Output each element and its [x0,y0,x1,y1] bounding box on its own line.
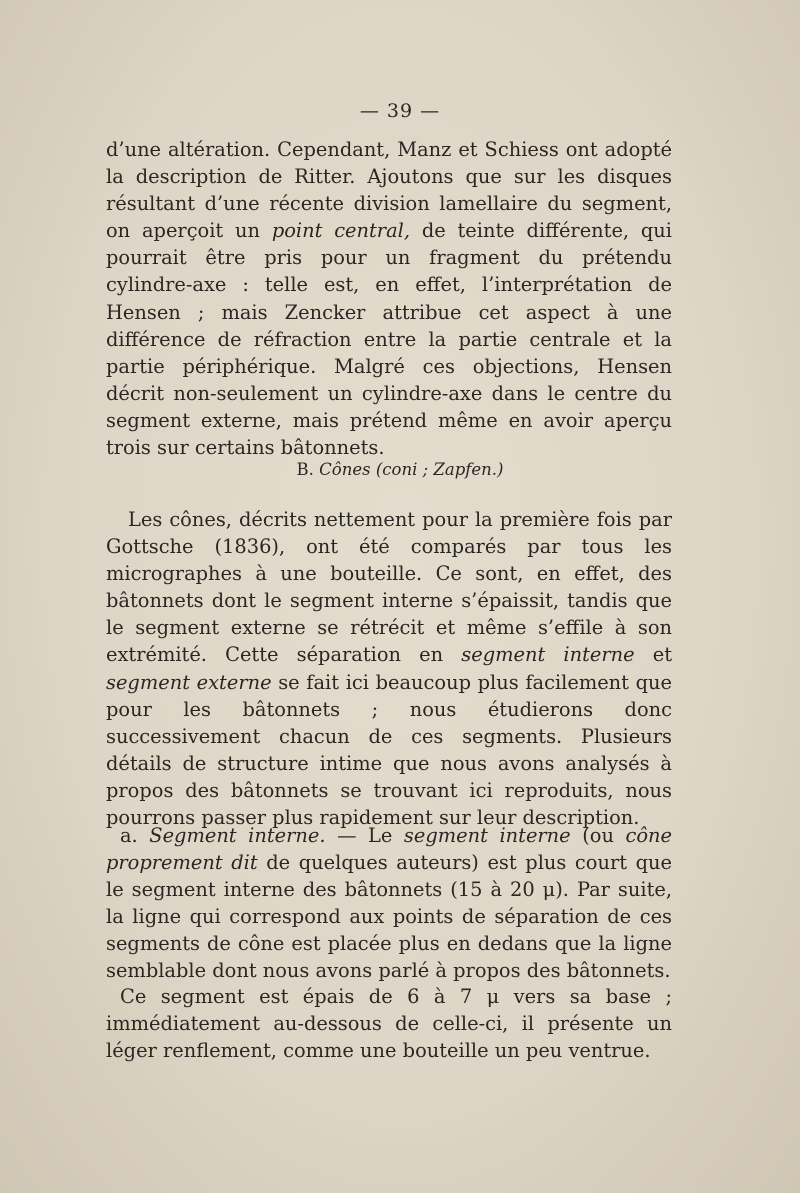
paragraph-text [106,506,672,831]
text-run: Ce segment est épais de 6 à 7 μ vers sa base ; immédiatement au-dessous de celle-ci, il présente un léger renflement, comme une bouteille un peu ventrue. [106,985,672,1063]
paragraph-text [106,822,672,985]
paragraph-cones-intro [106,506,672,831]
text-run: Les cônes, décrits nettement pour la première fois par Gottsche (1836), ont été comparés par tous les micrographes à une bouteille. Ce sont, en effet, des bâtonnets dont le segment interne s’épaissit, tandis que le segment externe se rétrécit et même s’effile à son extrémité. Cette séparation en [106,508,672,667]
paragraph-ritter-hensen [106,136,672,461]
text-run: (ou [570,824,626,847]
italic-term: segment interne [461,643,635,667]
italic-term: cône proprement dit [106,824,672,875]
text-run: de quelques auteurs) est plus court que le segment interne des bâtonnets (15 à 20 μ). Par suite, la ligne qui correspond aux points de séparation de ces segments de cône est placée plus en dedans que la ligne semblable dont nous avons parlé à propos des bâtonnets. [106,851,672,983]
text-run: se fait ici beaucoup plus facilement que pour les bâtonnets ; nous étudierons donc successivement chacun de ces segments. Plusieurs détails de structure intime que nous avons analysés à propos des bâtonnets se trouvant ici reproduits, nous pourrons passer plus rapidement sur leur description. [106,670,672,830]
text-run: de teinte différente, qui pourrait être pris pour un fragment du prétendu cylindre-axe : telle est, en effet, l’interprétation de Hensen ; mais Zencker attribue cet aspect à une différence de réfraction entre la partie centrale et la partie périphérique. Malgré ces objections, Hensen décrit non-seulement un cylindre-axe dans le centre du segment externe, mais prétend même en avoir aperçu trois sur certains bâtonnets. [106,219,672,460]
paragraph-text [106,983,672,1064]
paragraph-segment-interne [106,822,672,985]
italic-term: segment externe [106,670,272,694]
section-heading [0,460,800,479]
italic-term: segment interne [403,824,571,847]
paragraph-text [106,136,672,461]
page-number: — 39 — [359,100,441,122]
paragraph-segment-base [106,983,672,1064]
text-run: — Le [325,824,404,847]
text-run: a. [120,824,150,847]
italic-term: Segment interne. [149,824,326,847]
text-run: d’une altération. Cependant, Manz et Schiess ont adopté la description de Ritter. Ajoutons que sur les disques résultant d’une récente division lamellaire du segment, on aperçoit un [106,138,672,243]
section-title: Cônes (coni ; Zapfen.) [319,460,504,479]
text-run: et [634,643,673,667]
section-letter: B. [296,460,320,479]
italic-term: point central, [271,219,411,243]
